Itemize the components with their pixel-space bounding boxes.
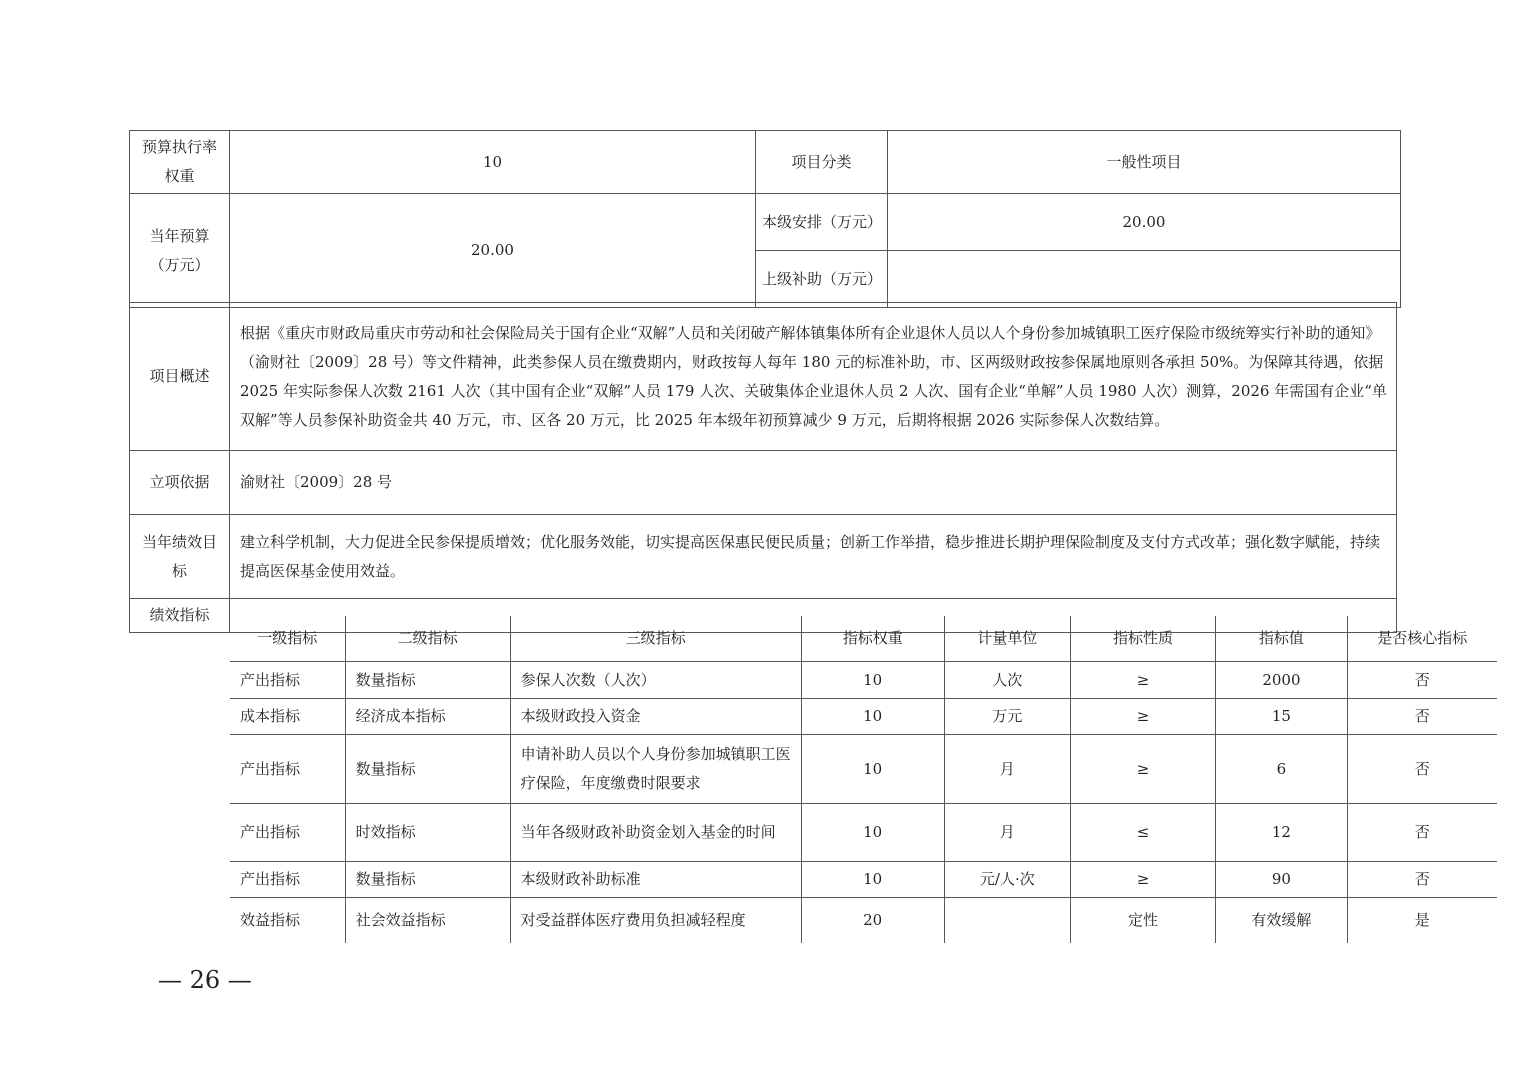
- metrics-label: 绩效指标: [130, 599, 230, 633]
- nature-cell: ≥: [1070, 735, 1215, 804]
- superior-subsidy-value: [888, 251, 1401, 308]
- unit-cell: 月: [944, 804, 1070, 862]
- weight-cell: 10: [801, 699, 944, 735]
- project-category-value: 一般性项目: [888, 131, 1401, 194]
- weight-cell: 10: [801, 662, 944, 699]
- level1-cell: 成本指标: [230, 699, 345, 735]
- weight-cell: 10: [801, 804, 944, 862]
- level3-cell: 本级财政补助标准: [510, 862, 801, 898]
- header-cell-core: 是否核心指标: [1347, 616, 1497, 662]
- core-cell: 是: [1347, 898, 1497, 943]
- value-cell: 有效缓解: [1216, 898, 1347, 943]
- unit-cell: [944, 898, 1070, 943]
- metrics-header-row: [230, 616, 1497, 662]
- project-category-label: 项目分类: [756, 131, 888, 194]
- weight-cell: 10: [801, 862, 944, 898]
- table-row: [230, 662, 1497, 699]
- goal-text: 建立科学机制，大力促进全民参保提质增效；优化服务效能，切实提高医保惠民便民质量；创新工作举措，稳步推进长期护理保险制度及支付方式改革；强化数字赋能，持续提高医保基金使用效益。: [230, 515, 1397, 599]
- level2-cell: 数量指标: [345, 735, 510, 804]
- weight-cell: 10: [801, 735, 944, 804]
- core-cell: 否: [1347, 699, 1497, 735]
- level3-cell: 本级财政投入资金: [510, 699, 801, 735]
- level2-cell: 时效指标: [345, 804, 510, 862]
- nature-cell: 定性: [1070, 898, 1215, 943]
- local-arrangement-label: 本级安排（万元）: [756, 194, 888, 251]
- level2-cell: 数量指标: [345, 662, 510, 699]
- value-cell: 12: [1216, 804, 1347, 862]
- unit-cell: 万元: [944, 699, 1070, 735]
- value-cell: 2000: [1216, 662, 1347, 699]
- superior-subsidy-label: 上级补助（万元）: [756, 251, 888, 308]
- value-cell: 15: [1216, 699, 1347, 735]
- annual-budget-value: 20.00: [230, 194, 756, 308]
- local-arrangement-value: 20.00: [888, 194, 1401, 251]
- level2-cell: 数量指标: [345, 862, 510, 898]
- level2-cell: 社会效益指标: [345, 898, 510, 943]
- value-cell: 90: [1216, 862, 1347, 898]
- level1-cell: 产出指标: [230, 804, 345, 862]
- overview-text: 根据《重庆市财政局重庆市劳动和社会保险局关于国有企业“双解”人员和关闭破产解体镇集体所有企业退休人员以人个身份参加城镇职工医疗保险市级统筹实行补助的通知》（渝财社〔2009〕28 号）等文件精神，此类参保人员在缴费期内，财政按每人每年 180 元的标准补助，市、区两级财政按参保属地原则各承担 50%。为保障其待遇，依据 2025 年实际参保人次数 2161 人次（其中国有企业“双解”人员 179 人次、关破集体企业退休人员 2 人次、国有企业“单解”人员 1980 人次）测算，2026 年需国有企业“单双解”等人员参保补助资金共 40 万元，市、区各 20 万元，比 2025 年本级年初预算减少 9 万元，后期将根据 2026 实际参保人次数结算。: [230, 303, 1397, 451]
- nature-cell: ≤: [1070, 804, 1215, 862]
- level1-cell: 产出指标: [230, 662, 345, 699]
- table-row: [230, 804, 1497, 862]
- exec-rate-weight-value: 10: [230, 131, 756, 194]
- unit-cell: 元/人·次: [944, 862, 1070, 898]
- level3-cell: 当年各级财政补助资金划入基金的时间: [510, 804, 801, 862]
- nature-cell: ≥: [1070, 862, 1215, 898]
- header-cell-weight: 指标权重: [801, 616, 944, 662]
- overview-label: 项目概述: [130, 303, 230, 451]
- header-cell-level1: 一级指标: [230, 616, 345, 662]
- header-cell-level3: 三级指标: [510, 616, 801, 662]
- level1-cell: 效益指标: [230, 898, 345, 943]
- core-cell: 否: [1347, 662, 1497, 699]
- core-cell: 否: [1347, 735, 1497, 804]
- goal-label: 当年绩效目标: [130, 515, 230, 599]
- page-number: — 26 —: [158, 966, 252, 994]
- weight-cell: 20: [801, 898, 944, 943]
- level3-cell: 参保人次数（人次）: [510, 662, 801, 699]
- budget-table: [129, 130, 1401, 308]
- nature-cell: ≥: [1070, 699, 1215, 735]
- core-cell: 否: [1347, 804, 1497, 862]
- level2-cell: 经济成本指标: [345, 699, 510, 735]
- annual-budget-label: 当年预算（万元）: [130, 194, 230, 308]
- level1-cell: 产出指标: [230, 735, 345, 804]
- table-row: [230, 898, 1497, 943]
- header-cell-value: 指标值: [1216, 616, 1347, 662]
- metrics-container: [230, 599, 1468, 929]
- unit-cell: 月: [944, 735, 1070, 804]
- nature-cell: ≥: [1070, 662, 1215, 699]
- core-cell: 否: [1347, 862, 1497, 898]
- header-cell-unit: 计量单位: [944, 616, 1070, 662]
- basis-text: 渝财社〔2009〕28 号: [230, 451, 1397, 515]
- table-row: [230, 735, 1497, 804]
- unit-cell: 人次: [944, 662, 1070, 699]
- table-row: [230, 862, 1497, 898]
- metrics-table: [230, 616, 1497, 943]
- header-cell-nature: 指标性质: [1070, 616, 1215, 662]
- header-cell-level2: 二级指标: [345, 616, 510, 662]
- level3-cell: 对受益群体医疗费用负担减轻程度: [510, 898, 801, 943]
- exec-rate-weight-label: 预算执行率权重: [130, 131, 230, 194]
- value-cell: 6: [1216, 735, 1347, 804]
- project-table: [129, 302, 1468, 929]
- level3-cell: 申请补助人员以个人身份参加城镇职工医疗保险，年度缴费时限要求: [510, 735, 801, 804]
- level1-cell: 产出指标: [230, 862, 345, 898]
- table-row: [230, 699, 1497, 735]
- basis-label: 立项依据: [130, 451, 230, 515]
